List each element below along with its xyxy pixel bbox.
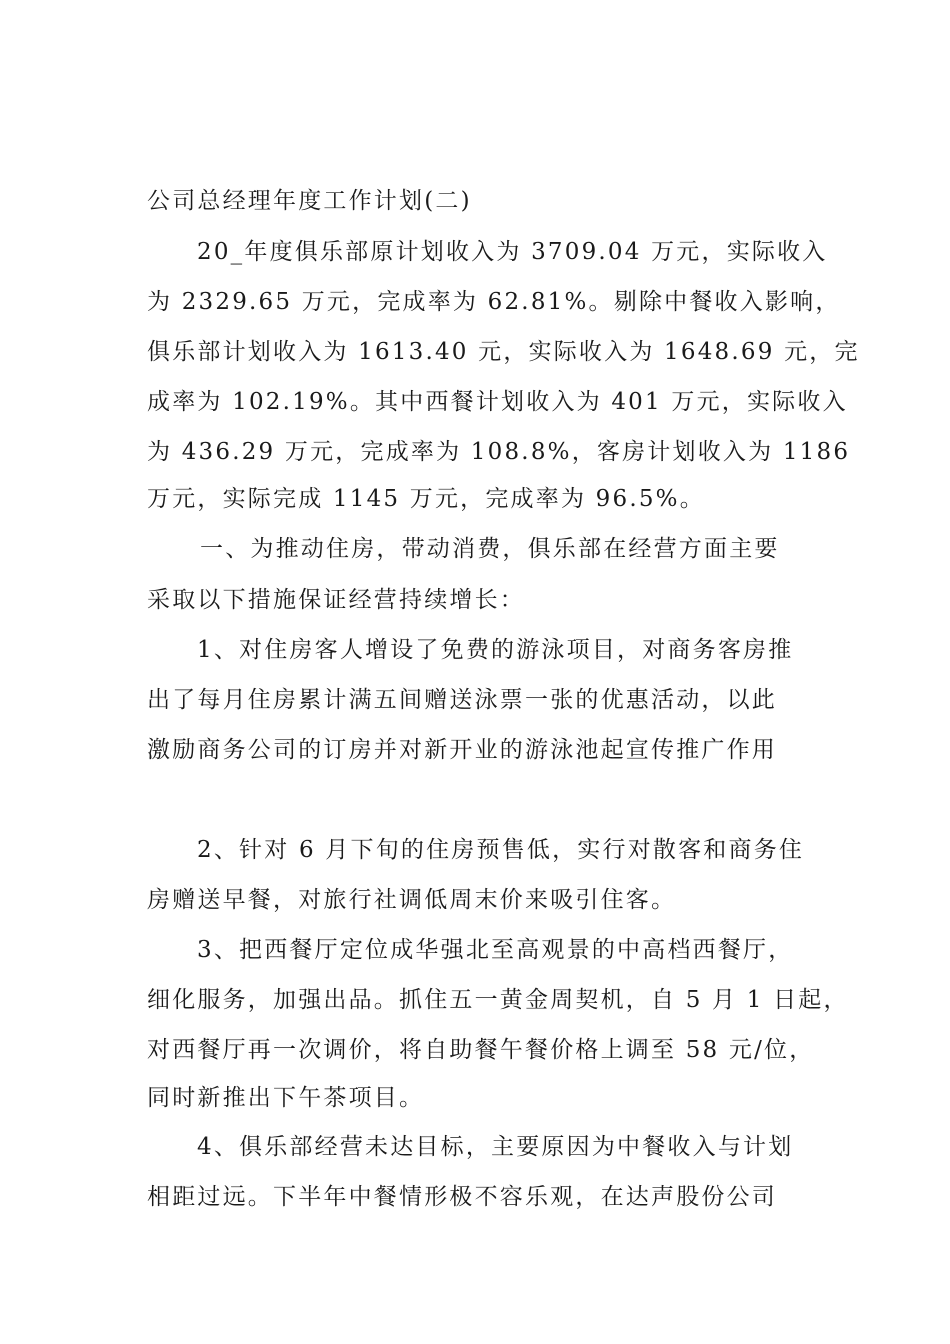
paragraph-line: 20_年度俱乐部原计划收入为 3709.04 万元，实际收入 — [197, 239, 828, 265]
paragraph-line: 为 2329.65 万元，完成率为 62.81%。剔除中餐收入影响， — [147, 289, 841, 315]
paragraph-line: 激励商务公司的订房并对新开业的游泳池起宣传推广作用 — [147, 737, 777, 763]
paragraph-line: 为 436.29 万元，完成率为 108.8%，客房计划收入为 1186 — [147, 439, 851, 465]
paragraph-line: 一、为推动住房，带动消费，俱乐部在经营方面主要 — [200, 536, 780, 562]
paragraph-line: 对西餐厅再一次调价，将自助餐午餐价格上调至 58 元/位， — [147, 1037, 815, 1063]
paragraph-line: 1、对住房客人增设了免费的游泳项目，对商务客房推 — [197, 637, 794, 663]
paragraph-line: 4、俱乐部经营未达目标，主要原因为中餐收入与计划 — [197, 1134, 794, 1160]
paragraph-line: 3、把西餐厅定位成华强北至高观景的中高档西餐厅， — [197, 937, 794, 963]
paragraph-line: 俱乐部计划收入为 1613.40 元，实际收入为 1648.69 元，完 — [147, 339, 860, 365]
paragraph-line: 相距过远。下半年中餐情形极不容乐观，在达声股份公司 — [147, 1184, 777, 1210]
paragraph-line: 出了每月住房累计满五间赠送泳票一张的优惠活动，以此 — [147, 687, 777, 713]
paragraph-line: 万元，实际完成 1145 万元，完成率为 96.5%。 — [147, 486, 705, 512]
paragraph-line: 2、针对 6 月下旬的住房预售低，实行对散客和商务住 — [197, 837, 805, 863]
paragraph-line: 成率为 102.19%。其中西餐计划收入为 401 万元，实际收入 — [147, 389, 848, 415]
paragraph-line: 采取以下措施保证经营持续增长： — [147, 587, 525, 613]
document-title: 公司总经理年度工作计划(二) — [147, 188, 472, 214]
paragraph-line: 同时新推出下午茶项目。 — [147, 1085, 425, 1111]
paragraph-line: 房赠送早餐，对旅行社调低周末价来吸引住客。 — [147, 887, 677, 913]
paragraph-line: 细化服务，加强出品。抓住五一黄金周契机，自 5 月 1 日起， — [147, 987, 849, 1013]
